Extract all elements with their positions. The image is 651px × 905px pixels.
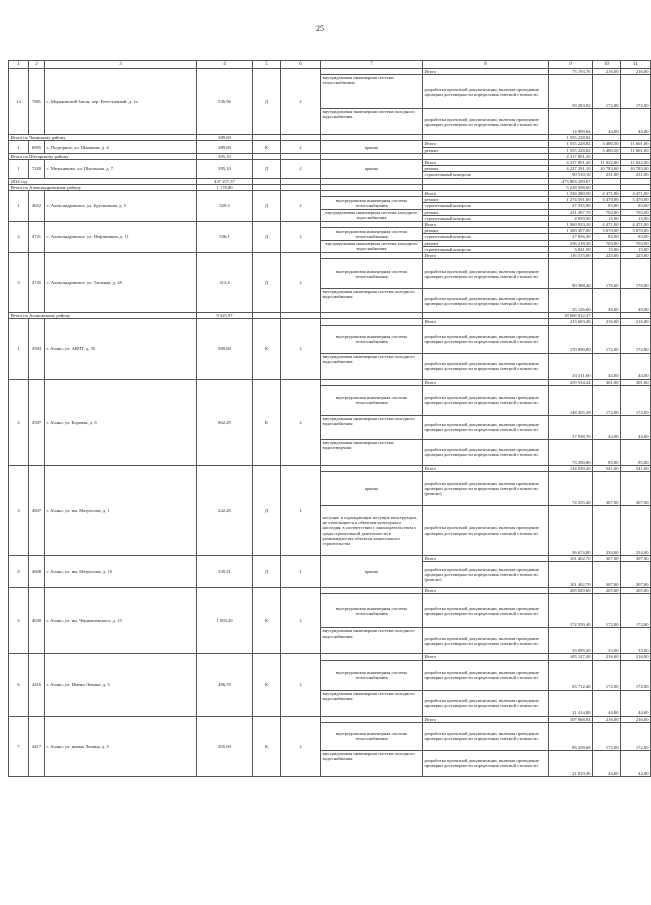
- unit-cost: 234,00: [593, 506, 621, 556]
- work-type: внутридомовая инженерная система холодного водоснабжения: [321, 109, 423, 135]
- header-cell: 1: [9, 61, 29, 69]
- year-total-label: 2024 год: [9, 178, 197, 184]
- district-total-area: 389,60: [197, 135, 253, 141]
- unit-cost: 216,00: [593, 716, 621, 722]
- wall-material: Д: [253, 160, 281, 179]
- house-address: г. Асино, ул. имени Ленина, д. 5: [45, 716, 197, 776]
- cost: 1 569 923,10: [549, 222, 593, 228]
- house-code: 4608: [29, 556, 45, 588]
- total-label: Итого: [423, 69, 549, 75]
- wall-material: Д: [253, 465, 281, 555]
- row-number: 4: [9, 556, 29, 588]
- cost: 4 959,50: [549, 215, 593, 221]
- unit-cost-limit: 176,00: [621, 259, 651, 289]
- unit-cost-limit: 3 670,00: [621, 228, 651, 234]
- district-total-label: Итого по Асиновскому району: [9, 313, 197, 319]
- header-cell: 3: [45, 61, 197, 69]
- work-type: внутридомовая инженерная система водоотведения: [321, 439, 423, 465]
- row-number: 2: [9, 379, 29, 465]
- cost: 116 515,00: [549, 253, 593, 259]
- unit-cost: 3 670,00: [593, 228, 621, 234]
- floor-count: 2: [281, 160, 321, 179]
- unit-cost: 11 022,00: [593, 160, 621, 166]
- row-number: 5: [9, 588, 29, 654]
- unit-cost-limit: 307,00: [621, 562, 651, 588]
- unit-cost-limit: 216,00: [621, 319, 651, 325]
- cost: 134 039,20: [549, 465, 593, 471]
- unit-cost: 703,00: [593, 209, 621, 215]
- unit-cost: 307,00: [593, 556, 621, 562]
- cost: 27 956,30: [549, 234, 593, 240]
- unit-cost-limit: 44,00: [621, 690, 651, 716]
- unit-cost: 172,00: [593, 660, 621, 690]
- unit-cost-limit: 216,00: [621, 716, 651, 722]
- wall-material: Д: [253, 191, 281, 222]
- wall-material: К: [253, 379, 281, 465]
- house-code: 4416: [29, 654, 45, 716]
- cost: 33 099,20: [549, 628, 593, 654]
- unit-cost-limit: 172,00: [621, 594, 651, 628]
- service-type: разработка проектной документации, включая проведение проверки достоверности определения сметной стоимости: [423, 75, 549, 109]
- row-number: 3: [9, 465, 29, 555]
- header-cell: 9: [549, 61, 593, 69]
- unit-cost: 225,00: [593, 253, 621, 259]
- header-cell: 8: [423, 61, 549, 69]
- unit-cost-limit: 172,00: [621, 75, 651, 109]
- cost: 58 283,82: [549, 75, 593, 109]
- unit-cost-limit: 234,00: [621, 506, 651, 556]
- district-total-label: Итого по Александровскому району: [9, 184, 197, 190]
- total-label: Итого: [423, 191, 549, 197]
- row-number: 1: [9, 319, 29, 379]
- cost: 1 536 380,50: [549, 191, 593, 197]
- cost: 1 555 228,82: [549, 147, 593, 153]
- unit-cost-limit: 85,00: [621, 439, 651, 465]
- floor-count: 2: [281, 588, 321, 654]
- house-area: 313,4: [197, 253, 253, 313]
- cost: 148 305,28: [549, 385, 593, 415]
- house-area: 980,60: [197, 319, 253, 379]
- row-number: 1: [9, 160, 29, 179]
- total-label: Итого: [423, 379, 549, 385]
- cost: 105 127,20: [549, 654, 593, 660]
- unit-cost: 44,00: [593, 690, 621, 716]
- unit-cost-limit: 172,00: [621, 325, 651, 353]
- unit-cost-limit: 301,00: [621, 379, 651, 385]
- cost: 231 497,70: [549, 209, 593, 215]
- work-type: внутридомовая инженерная система теплоснабжения: [321, 594, 423, 628]
- wall-material: Д: [253, 222, 281, 253]
- work-type: крыша: [321, 141, 423, 153]
- row-number: 3: [9, 253, 29, 313]
- wall-material: К: [253, 588, 281, 654]
- house-code: 4584: [29, 319, 45, 379]
- district-total-label: Итого по Чаинскому району: [9, 135, 197, 141]
- unit-cost-limit: 44,00: [621, 109, 651, 135]
- row-number: 1: [9, 141, 29, 153]
- service-type: разработка проектной документации, включая проведение проверки достоверности определения сметной стоимости: [423, 415, 549, 439]
- unit-cost: 15,00: [593, 246, 621, 252]
- total-label: Итого: [423, 716, 549, 722]
- cost: 90 388,40: [549, 259, 593, 289]
- service-type: разработка проектной документации, включая проведение проверки достоверности определения сметной стоимости: [423, 259, 549, 289]
- unit-cost: 172,00: [593, 385, 621, 415]
- cost: 4 227 291,10: [549, 166, 593, 172]
- service-type: разработка проектной документации, включая проведение проверки достоверности определения сметной стоимости: [423, 109, 549, 135]
- unit-cost-limit: 11 601,00: [621, 141, 651, 147]
- unit-cost: 33,00: [593, 628, 621, 654]
- service-type: разработка проектной документации, включая проведение проверки достоверности определения сметной стоимости: [423, 750, 549, 776]
- column-number-header-row: [9, 61, 651, 69]
- service-type: ремонт: [423, 209, 549, 215]
- unit-cost: 301,00: [593, 379, 621, 385]
- district-total-sum: 5 228 598,60: [549, 184, 593, 190]
- unit-cost-limit: 33,00: [621, 628, 651, 654]
- unit-cost-limit: 4 471,00: [621, 222, 651, 228]
- unit-cost-limit: 225,00: [621, 253, 651, 259]
- house-code: 7081: [29, 69, 45, 135]
- unit-cost: 216,00: [593, 69, 621, 75]
- unit-cost: 172,00: [593, 722, 621, 750]
- year-total-sum: 473 803 299,67: [549, 178, 593, 184]
- wall-material: К: [253, 319, 281, 379]
- cost: 107 068,04: [549, 716, 593, 722]
- service-type: разработка проектной документации, включая проведение проверки достоверности определения сметной стоимости (ремонт): [423, 472, 549, 506]
- unit-cost-limit: 703,00: [621, 209, 651, 215]
- house-address: г. Асино, ул. АВПТ, д. 35: [45, 319, 197, 379]
- unit-cost: 15,00: [593, 215, 621, 221]
- floor-count: 2: [281, 716, 321, 776]
- unit-cost-limit: 83,00: [621, 234, 651, 240]
- header-cell: 4: [197, 61, 253, 69]
- cost: 101 402,70: [549, 562, 593, 588]
- unit-cost-limit: 44,00: [621, 353, 651, 379]
- house-area: 242,20: [197, 465, 253, 555]
- work-type: внутридомовая инженерная система теплоснабжения: [321, 325, 423, 353]
- unit-cost-limit: 15,00: [621, 215, 651, 221]
- unit-cost: 49,00: [593, 289, 621, 313]
- cost: 85 258,68: [549, 722, 593, 750]
- wall-material: Д: [253, 556, 281, 588]
- unit-cost: 4 471,00: [593, 191, 621, 197]
- house-address: г. Асино, ул. Имени Ленина, д. 3: [45, 654, 197, 716]
- unit-cost-limit: 3 470,00: [621, 197, 651, 203]
- service-type: ремонт: [423, 147, 549, 153]
- cost: 236 218,30: [549, 240, 593, 246]
- service-type: строительный контроль: [423, 246, 549, 252]
- work-type: внутридомовая инженерная система теплоснабжения: [321, 197, 423, 209]
- work-type: внутридомовая инженерная система теплоснабжения: [321, 259, 423, 289]
- unit-cost-limit: 83,00: [621, 203, 651, 209]
- service-type: ремонт: [423, 197, 549, 203]
- floor-count: 2: [281, 141, 321, 153]
- service-type: разработка проектной документации, включая проведение проверки достоверности определения сметной стоимости: [423, 594, 549, 628]
- house-code: 4652: [29, 191, 45, 222]
- cost: 73 290,80: [549, 439, 593, 465]
- cost: 25 126,60: [549, 289, 593, 313]
- work-type: внутридомовая инженерная система холодного водоснабжения: [321, 628, 423, 654]
- header-cell: 11: [621, 61, 651, 69]
- floor-count: 2: [281, 379, 321, 465]
- house-area: 536,96: [197, 69, 253, 135]
- floor-count: 2: [281, 319, 321, 379]
- cost: 74 355,40: [549, 472, 593, 506]
- header-cell: 10: [593, 61, 621, 69]
- house-address: с. Подгорное, ул. Шашкова, д. 4: [45, 141, 197, 153]
- cost: 5 041,50: [549, 246, 593, 252]
- row-number: 2: [9, 222, 29, 253]
- unit-cost: 307,00: [593, 562, 621, 588]
- service-type: ремонт: [423, 228, 549, 234]
- service-type: строительный контроль: [423, 203, 549, 209]
- cost: 21 810,36: [549, 750, 593, 776]
- unit-cost: 85,00: [593, 439, 621, 465]
- unit-cost-limit: 10 783,00: [621, 166, 651, 172]
- floor-count: 2: [281, 69, 321, 135]
- total-label: Итого: [423, 465, 549, 471]
- house-code: 4417: [29, 716, 45, 776]
- house-code: 4721: [29, 222, 45, 253]
- unit-cost: 3 480,50: [593, 141, 621, 147]
- total-label: Итого: [423, 253, 549, 259]
- cost: 1 274 591,00: [549, 197, 593, 203]
- house-code: 4587: [29, 379, 45, 465]
- service-type: разработка проектной документации, включая проведение проверки достоверности определения сметной стоимости: [423, 722, 549, 750]
- service-type: разработка проектной документации, включая проведение проверки достоверности определения сметной стоимости: [423, 506, 549, 556]
- work-type: крыша: [321, 160, 423, 179]
- service-type: разработка проектной документации, включая проведение проверки достоверности определения сметной стоимости: [423, 690, 549, 716]
- row-number: 7: [9, 716, 29, 776]
- row-number: 14: [9, 69, 29, 135]
- cost: 73 193,76: [549, 69, 593, 75]
- service-type: разработка проектной документации, включая проведение проверки достоверности определения сметной стоимости: [423, 353, 549, 379]
- house-address: с. Мельниково, ул. Школьная, д. 7: [45, 160, 197, 179]
- work-type: внутридомовая инженерная система теплоснабжения: [321, 75, 423, 109]
- floor-count: 2: [281, 253, 321, 313]
- house-address: г. Асино, ул. им. Матросова, д. 10: [45, 556, 197, 588]
- cost: 205 649,60: [549, 588, 593, 594]
- header-cell: 6: [281, 61, 321, 69]
- unit-cost: 83,00: [593, 203, 621, 209]
- work-type: внутридомовая инженерная система холодного водоснабжения: [321, 690, 423, 716]
- floor-count: 1: [281, 465, 321, 555]
- unit-cost: 172,00: [593, 75, 621, 109]
- house-code: 7220: [29, 160, 45, 179]
- unit-cost: 216,00: [593, 654, 621, 660]
- cost: 27 335,90: [549, 203, 593, 209]
- house-address: г. Асино, ул. Боровая, д. 6: [45, 379, 197, 465]
- cost: 170 090,80: [549, 325, 593, 353]
- cost: 172 550,40: [549, 594, 593, 628]
- district-total-sum: 18 666 812,37: [549, 313, 593, 319]
- unit-cost-limit: 49,00: [621, 289, 651, 313]
- unit-cost-limit: 172,00: [621, 722, 651, 750]
- house-address: с. Александровское, ул. Нефтяников, д. 11: [45, 222, 197, 253]
- floor-count: 2: [281, 222, 321, 253]
- unit-cost: 44,00: [593, 353, 621, 379]
- house-code: 4745: [29, 253, 45, 313]
- row-number: 6: [9, 654, 29, 716]
- house-area: 486,70: [197, 654, 253, 716]
- unit-cost: 205,00: [593, 588, 621, 594]
- work-type: внутридомовая инженерная система холодного водоснабжения: [321, 415, 423, 439]
- cost: 56 674,80: [549, 506, 593, 556]
- unit-cost-limit: 231,00: [621, 172, 651, 178]
- cost: 43 511,60: [549, 353, 593, 379]
- district-total-area: 9 325,97: [197, 313, 253, 319]
- row-number: 1: [9, 191, 29, 222]
- unit-cost: 541,00: [593, 465, 621, 471]
- unit-cost: 44,00: [593, 415, 621, 439]
- unit-cost-limit: 307,00: [621, 556, 651, 562]
- district-total-area: 1 178,80: [197, 184, 253, 190]
- unit-cost: 172,00: [593, 594, 621, 628]
- work-type: крыша: [321, 472, 423, 506]
- work-type: внутридомовая инженерная система теплоснабжения: [321, 385, 423, 415]
- unit-cost-limit: 216,00: [621, 654, 651, 660]
- unit-cost-limit: 216,00: [621, 69, 651, 75]
- cost: 4 317 801,20: [549, 160, 593, 166]
- house-code: 4630: [29, 588, 45, 654]
- house-address: с. Александровское, ул. Таежная, д. 28: [45, 253, 197, 313]
- house-area: 330,31: [197, 556, 253, 588]
- unit-cost: 10 783,00: [593, 166, 621, 172]
- unit-cost-limit: 541,00: [621, 465, 651, 471]
- house-address: с. Александровское, ул. Брусничная, д. 5: [45, 191, 197, 222]
- wall-material: К: [253, 654, 281, 716]
- house-area: 389,60: [197, 141, 253, 153]
- service-type: разработка проектной документации, включая проведение проверки достоверности определения сметной стоимости (ремонт): [423, 562, 549, 588]
- work-type: внутридомовая инженерная система холодного водоснабжения: [321, 209, 423, 221]
- house-address: г. Асино, ул. им. Чернышевского, д. 15: [45, 588, 197, 654]
- unit-cost: 4 471,00: [593, 222, 621, 228]
- house-address: с. Моряковский Затон, пер. Речестичный, д. 1а: [45, 69, 197, 135]
- work-type: внутридомовая инженерная система холодного водоснабжения: [321, 289, 423, 313]
- house-area: 395,10: [197, 160, 253, 179]
- unit-cost-limit: 15,00: [621, 246, 651, 252]
- work-type: внутридомовая инженерная система теплоснабжения: [321, 722, 423, 750]
- cost: 259 534,24: [549, 379, 593, 385]
- total-label: Итого: [423, 319, 549, 325]
- work-type: внутридомовая инженерная система холодного водоснабжения: [321, 750, 423, 776]
- work-type: крыша: [321, 556, 423, 588]
- header-cell: 7: [321, 61, 423, 69]
- unit-cost: 231,00: [593, 172, 621, 178]
- floor-count: 2: [281, 191, 321, 222]
- house-code: 6995: [29, 141, 45, 153]
- cost: 213 603,40: [549, 319, 593, 325]
- page-number: 25: [316, 24, 324, 33]
- unit-cost-limit: 44,00: [621, 415, 651, 439]
- header-cell: 5: [253, 61, 281, 69]
- work-type: внутридомовая инженерная система теплоснабжения: [321, 660, 423, 690]
- unit-cost: 703,00: [593, 240, 621, 246]
- cost: 37 938,76: [549, 415, 593, 439]
- service-type: разработка проектной документации, включая проведение проверки достоверности определения сметной стоимости: [423, 385, 549, 415]
- unit-cost: 176,00: [593, 259, 621, 289]
- cost: 101 402,70: [549, 556, 593, 562]
- work-type: внутридомовая инженерная система холодного водоснабжения: [321, 353, 423, 379]
- work-type: внутридомовая инженерная система холодного водоснабжения: [321, 240, 423, 252]
- floor-count: 2: [281, 654, 321, 716]
- unit-cost: 172,00: [593, 325, 621, 353]
- header-cell: 2: [29, 61, 45, 69]
- service-type: строительный контроль: [423, 172, 549, 178]
- service-type: строительный контроль: [423, 215, 549, 221]
- house-area: 495,69: [197, 716, 253, 776]
- unit-cost-limit: 172,00: [621, 385, 651, 415]
- cost: 83 712,40: [549, 660, 593, 690]
- cost: 21 414,80: [549, 690, 593, 716]
- service-type: разработка проектной документации, включая проведение проверки достоверности определения сметной стоимости: [423, 660, 549, 690]
- total-label: Итого: [423, 556, 549, 562]
- unit-cost: 44,00: [593, 750, 621, 776]
- unit-cost-limit: 205,00: [621, 588, 651, 594]
- house-area: 862,29: [197, 379, 253, 465]
- unit-cost-limit: 703,00: [621, 240, 651, 246]
- service-type: разработка проектной документации, включая проведение проверки достоверности определения сметной стоимости: [423, 289, 549, 313]
- floor-count: 1: [281, 556, 321, 588]
- work-type: несущие и ограждающие несущие конструкции, не относящиеся к объектам культурного наследия, в соответствии с законодательством о градостроительной деятельности в разновидностях объектов капитального строительства: [321, 506, 423, 556]
- wall-material: Д: [253, 253, 281, 313]
- house-address: г. Асино, ул. им. Матросова, д. 1: [45, 465, 197, 555]
- house-area: 536,1: [197, 222, 253, 253]
- service-type: разработка проектной документации, включая проведение проверки достоверности определения сметной стоимости: [423, 325, 549, 353]
- year-total-area: 437 257,37: [197, 178, 253, 184]
- wall-material: К: [253, 141, 281, 153]
- house-code: 4607: [29, 465, 45, 555]
- total-label: Итого: [423, 588, 549, 594]
- cost: 14 909,84: [549, 109, 593, 135]
- total-label: Итого: [423, 160, 549, 166]
- service-type: строительный контроль: [423, 234, 549, 240]
- unit-cost: 83,00: [593, 234, 621, 240]
- unit-cost: 3 470,00: [593, 197, 621, 203]
- total-label: Итого: [423, 141, 549, 147]
- cost: 1 300 307,00: [549, 228, 593, 234]
- capital-repair-register-table: [8, 60, 651, 777]
- unit-cost: 216,00: [593, 319, 621, 325]
- service-type: ремонт: [423, 240, 549, 246]
- unit-cost: 44,00: [593, 109, 621, 135]
- district-total-area: 395,10: [197, 153, 253, 159]
- unit-cost-limit: 11 022,00: [621, 160, 651, 166]
- unit-cost-limit: 307,00: [621, 472, 651, 506]
- service-type: ремонт: [423, 166, 549, 172]
- house-area: 529,3: [197, 191, 253, 222]
- service-type: разработка проектной документации, включая проведение проверки достоверности определения сметной стоимости: [423, 628, 549, 654]
- house-area: 1 003,20: [197, 588, 253, 654]
- cost: 1 555 228,82: [549, 141, 593, 147]
- wall-material: Д: [253, 69, 281, 135]
- work-type: внутридомовая инженерная система теплоснабжения: [321, 228, 423, 240]
- unit-cost-limit: 44,00: [621, 750, 651, 776]
- service-type: разработка проектной документации, включая проведение проверки достоверности определения сметной стоимости: [423, 439, 549, 465]
- unit-cost-limit: 11 601,00: [621, 147, 651, 153]
- district-total-label: Итого по Шегарскому району: [9, 153, 197, 159]
- cost: 90 510,10: [549, 172, 593, 178]
- unit-cost: 307,00: [593, 472, 621, 506]
- unit-cost: 3 480,50: [593, 147, 621, 153]
- district-total-sum: 4 317 801,20: [549, 153, 593, 159]
- wall-material: К: [253, 716, 281, 776]
- district-total-sum: 1 555 228,82: [549, 135, 593, 141]
- unit-cost-limit: 4 471,00: [621, 191, 651, 197]
- total-label: Итого: [423, 222, 549, 228]
- total-label: Итого: [423, 654, 549, 660]
- unit-cost-limit: 172,00: [621, 660, 651, 690]
